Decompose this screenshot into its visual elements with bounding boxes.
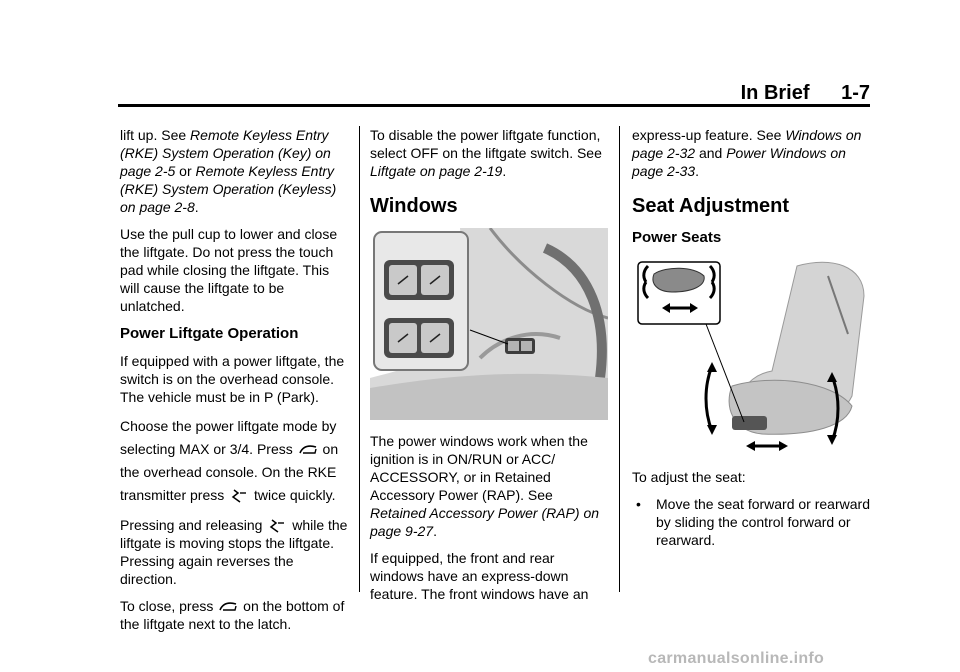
page-header bbox=[500, 82, 870, 106]
section-heading: Seat Adjustment bbox=[632, 195, 790, 217]
power-window-switch-illustration bbox=[370, 228, 608, 420]
rke-liftgate-icon bbox=[230, 489, 248, 503]
column-3 bbox=[632, 126, 872, 549]
paragraph: lift up. See Remote Keyless Entry (RKE) System Operation (Key) on page 2-5 or Remote Keyless Entry (RKE) System Operation (Keyless) on page 2-8. bbox=[120, 127, 337, 215]
power-seat-control-illustration bbox=[632, 256, 872, 456]
cross-reference[interactable]: Remote Keyless Entry (RKE) System Operation (Keyless) on page 2-8 bbox=[120, 163, 337, 215]
section-heading: Power Liftgate Operation bbox=[120, 325, 299, 342]
paragraph: To close, press on the bottom of the liftgate next to the latch. bbox=[120, 598, 345, 632]
paragraph: Use the pull cup to lower and close the liftgate. Do not press the touch pad while closing the liftgate. This will cause the liftgate to be unlatched. bbox=[120, 226, 338, 314]
section-title: In Brief bbox=[740, 82, 810, 104]
column-2 bbox=[370, 126, 610, 612]
cross-reference[interactable]: Retained Accessory Power (RAP) on page 9-27 bbox=[370, 505, 600, 539]
bullet-item bbox=[632, 495, 872, 549]
liftgate-icon bbox=[299, 443, 317, 457]
column-1 bbox=[120, 126, 352, 642]
rke-liftgate-icon bbox=[268, 519, 286, 533]
column-divider bbox=[619, 126, 620, 592]
paragraph: The power windows work when the ignition is in ON/RUN or ACC/ ACCESSORY, or in Retained Accessory Power (RAP). See Retained Accessory Power (RAP) on page 9-27. bbox=[370, 433, 600, 539]
column-divider bbox=[359, 126, 360, 592]
paragraph: If equipped, the front and rear windows have an express-down feature. The front windows have an bbox=[370, 550, 589, 602]
cross-reference[interactable]: Power Windows on page 2-33 bbox=[632, 145, 846, 179]
paragraph: To disable the power liftgate function, select OFF on the liftgate switch. See Liftgate on page 2-19. bbox=[370, 127, 602, 179]
cross-reference[interactable]: Windows on page 2-32 bbox=[632, 127, 862, 161]
header-rule bbox=[118, 104, 870, 107]
paragraph: To adjust the seat: bbox=[632, 469, 746, 485]
paragraph: Pressing and releasing while the liftgate is moving stops the liftgate. Pressing again reverses the direction. bbox=[120, 517, 348, 587]
watermark: carmanualsonline.info bbox=[648, 650, 825, 667]
subsection-heading: Power Seats bbox=[632, 229, 722, 246]
bullet-marker: • bbox=[636, 496, 641, 512]
paragraph: If equipped with a power liftgate, the switch is on the overhead console. The vehicle must be in P (Park). bbox=[120, 353, 345, 405]
cross-reference[interactable]: Remote Keyless Entry (RKE) System Operation (Key) on page 2-5 bbox=[120, 127, 331, 179]
section-heading: Windows bbox=[370, 195, 458, 217]
bullet-text: Move the seat forward or rearward by sliding the control forward or rearward. bbox=[656, 496, 870, 548]
liftgate-icon bbox=[219, 600, 237, 614]
page-number: 1-7 bbox=[841, 82, 870, 104]
paragraph: express-up feature. See Windows on page 2-32 and Power Windows on page 2-33. bbox=[632, 127, 862, 179]
cross-reference[interactable]: Liftgate on page 2-19 bbox=[370, 163, 503, 179]
paragraph: Choose the power liftgate mode by selecting MAX or 3/4. Press on the overhead console. On the RKE transmitter press twice quickly. bbox=[120, 418, 339, 503]
